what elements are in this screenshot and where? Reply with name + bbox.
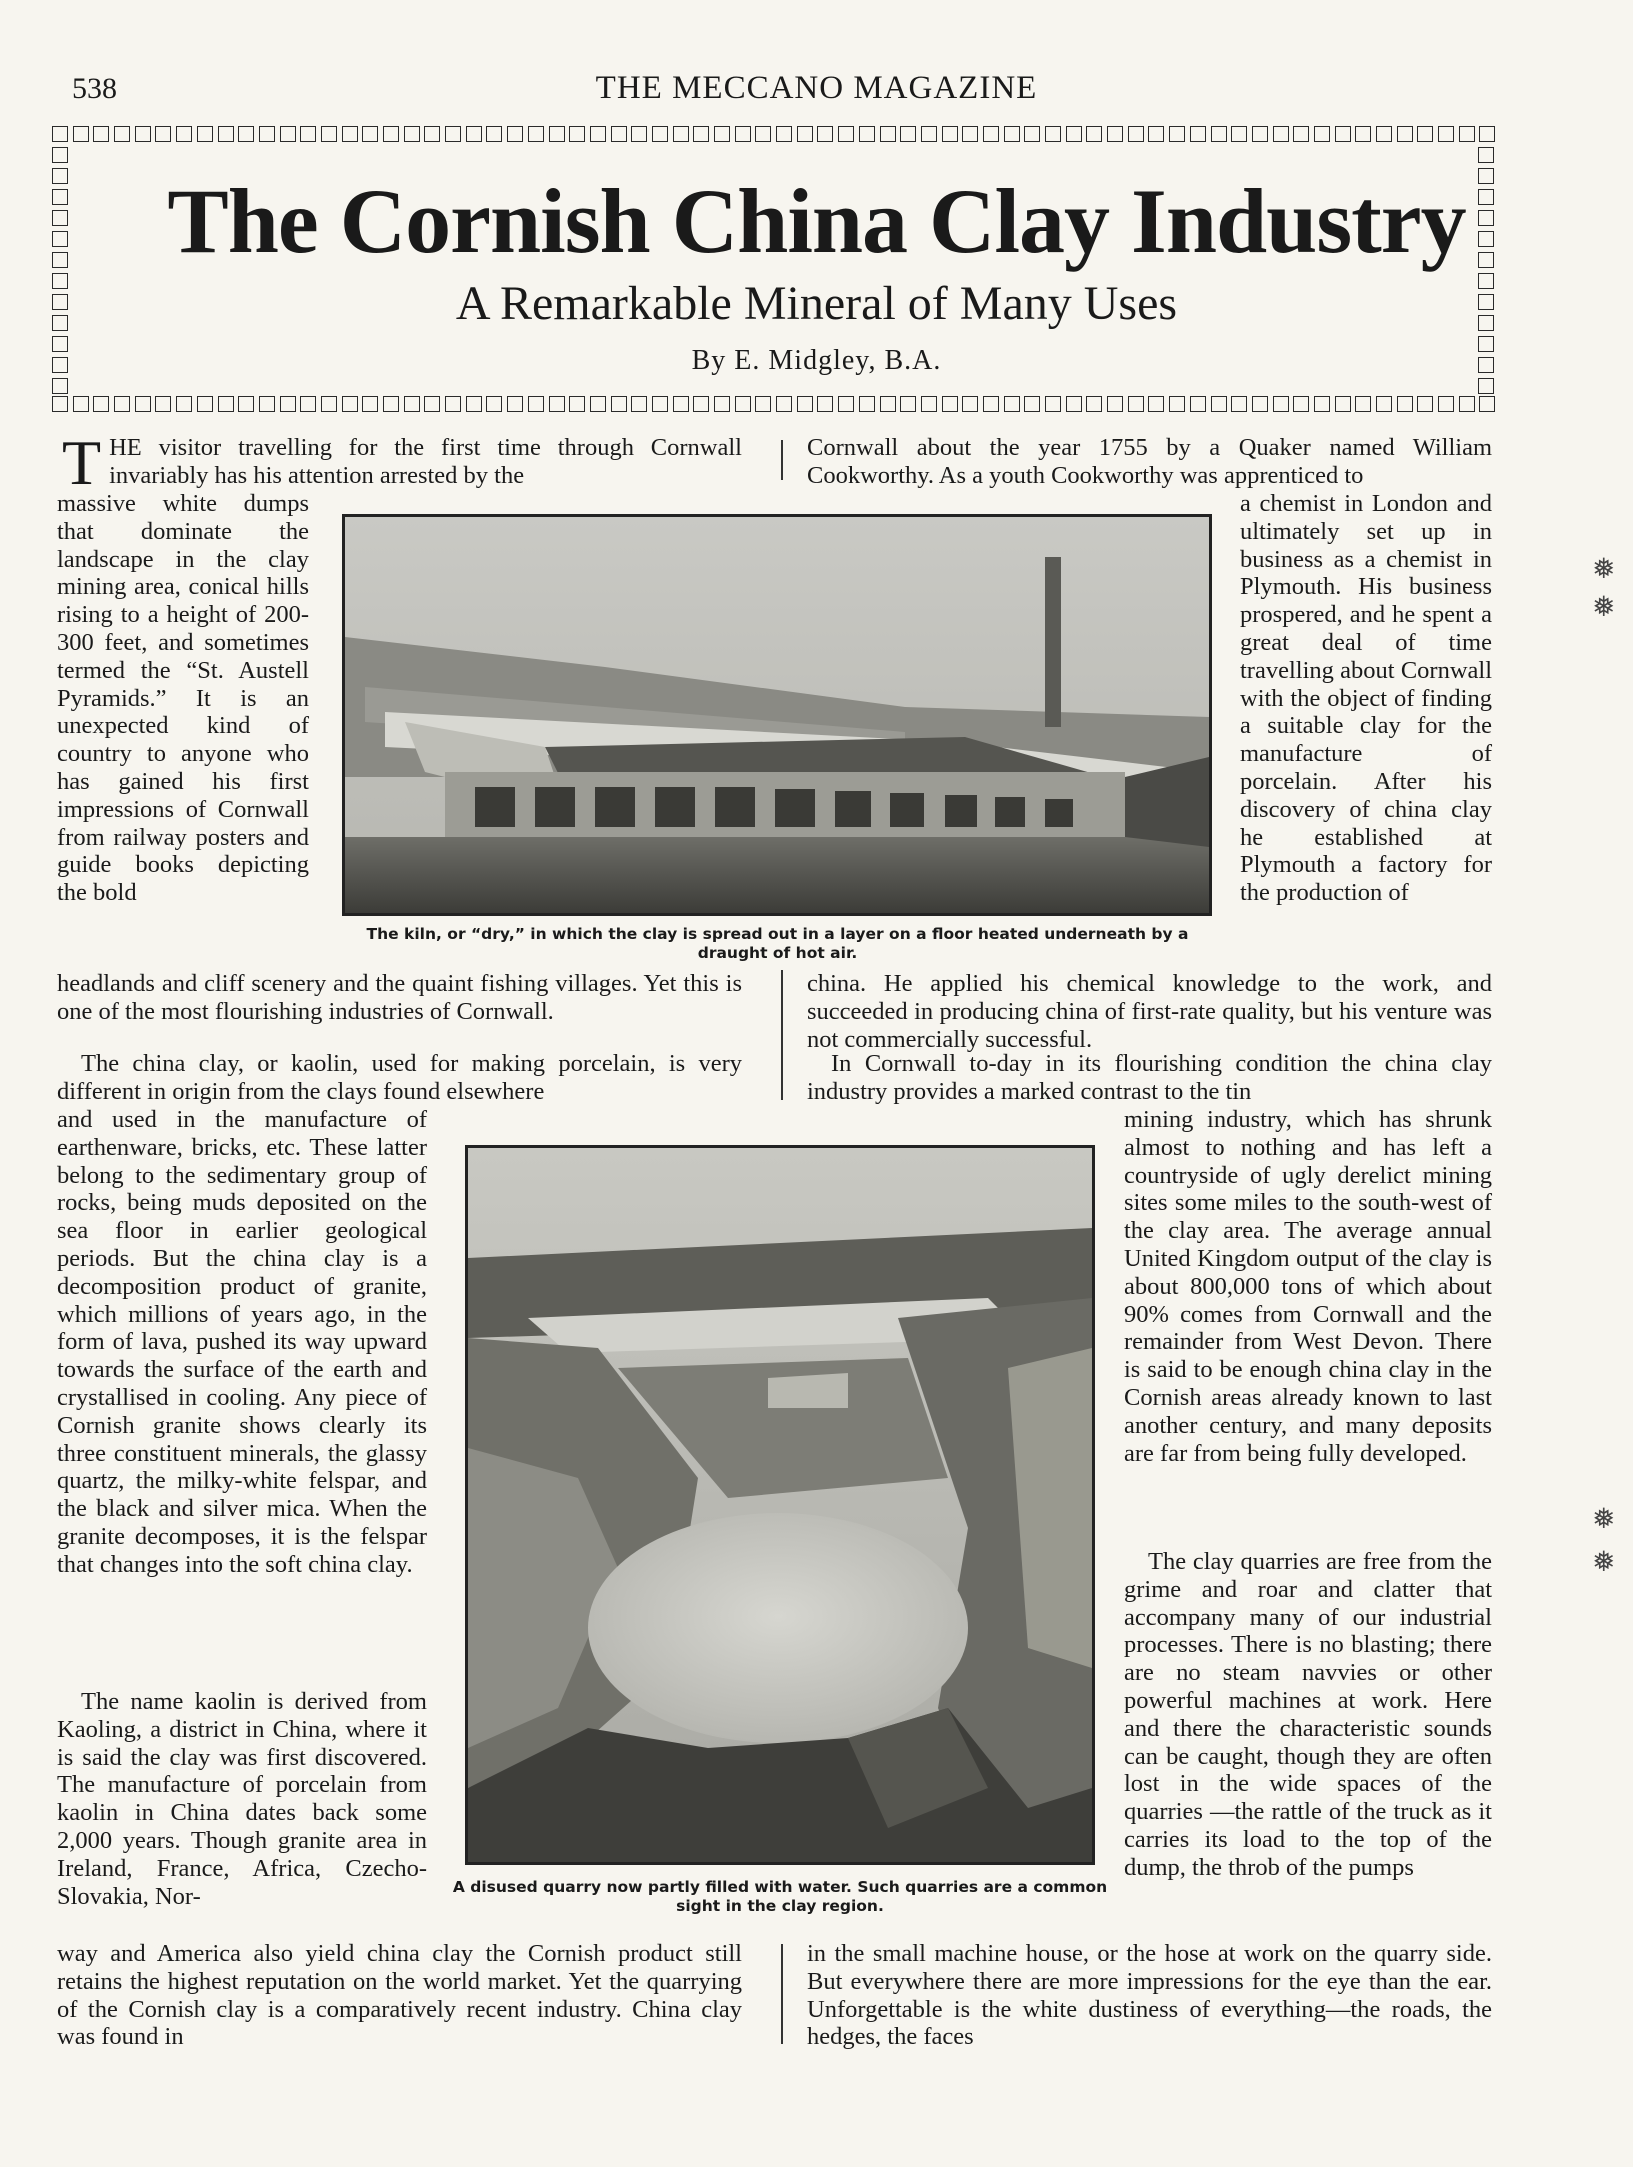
border-square xyxy=(1231,396,1247,412)
border-square xyxy=(1066,126,1082,142)
border-square xyxy=(342,396,358,412)
left-para2-top: The china clay, or kaolin, used for making porcelain, is very different in origin from the clays found elsewhere xyxy=(57,1050,742,1105)
border-square xyxy=(735,126,751,142)
border-square xyxy=(1479,396,1495,412)
border-square xyxy=(1004,126,1020,142)
border-square xyxy=(1086,126,1102,142)
border-square xyxy=(1190,396,1206,412)
right-beside-kiln: a chemist in London and ultimately set up in business as a chemist in Plymouth. His business prospered, and he spent a great deal of time travelling about Cornwall with the object of finding a suitable clay for the manufacture of porcelain. After his discovery of china clay he established at Plymouth a factory for the production of xyxy=(1240,490,1492,907)
border-square xyxy=(1417,396,1433,412)
border-square xyxy=(1045,396,1061,412)
border-square xyxy=(1438,396,1454,412)
border-square xyxy=(383,126,399,142)
border-square xyxy=(1169,396,1185,412)
border-square xyxy=(280,396,296,412)
left-para3-beside-quarry: The name kaolin is derived from Kaoling, a district in China, where it is said the clay was first discovered. The manufacture of porcelain from kaolin in China dates back some 2,000 years. Though granite area in Ireland, France, Africa, Czecho-Slovakia, Nor- xyxy=(57,1688,427,1910)
border-square xyxy=(466,126,482,142)
border-square xyxy=(445,126,461,142)
border-square xyxy=(673,396,689,412)
border-square xyxy=(755,396,771,412)
border-square xyxy=(1252,126,1268,142)
kiln-photo xyxy=(342,514,1212,916)
border-square xyxy=(1478,378,1494,394)
border-square xyxy=(1252,396,1268,412)
border-square xyxy=(73,396,89,412)
border-square xyxy=(300,396,316,412)
border-square xyxy=(962,126,978,142)
border-square xyxy=(1086,396,1102,412)
border-square xyxy=(1107,126,1123,142)
border-square xyxy=(1355,396,1371,412)
border-square xyxy=(52,147,68,163)
border-square xyxy=(1355,126,1371,142)
border-square xyxy=(507,126,523,142)
border-square xyxy=(1024,126,1040,142)
border-square xyxy=(424,396,440,412)
article-byline: By E. Midgley, B.A. xyxy=(691,345,942,376)
border-square xyxy=(838,396,854,412)
border-square xyxy=(218,396,234,412)
border-square xyxy=(631,126,647,142)
border-square xyxy=(93,396,109,412)
border-square xyxy=(1128,126,1144,142)
binding-mark-lower: ❅ xyxy=(1592,1504,1616,1535)
border-square xyxy=(652,396,668,412)
border-square xyxy=(590,396,606,412)
border-square xyxy=(114,126,130,142)
left-para3-bottom: way and America also yield china clay the Cornish product still retains the highest reputation on the world market. Yet the quarrying of the Cornish clay is a comparatively recent industry. China clay was found in xyxy=(57,1940,742,2051)
border-square xyxy=(1066,396,1082,412)
border-square xyxy=(549,126,565,142)
border-square xyxy=(962,396,978,412)
left-after-kiln: headlands and cliff scenery and the quaint fishing villages. Yet this is one of the most flourishing industries of Cornwall. xyxy=(57,970,742,1025)
border-square xyxy=(652,126,668,142)
border-square xyxy=(1397,396,1413,412)
border-square xyxy=(1459,396,1475,412)
border-square xyxy=(1024,396,1040,412)
border-square xyxy=(1273,396,1289,412)
border-square xyxy=(1438,126,1454,142)
left-para2-beside-quarry: and used in the manufacture of earthenware, bricks, etc. These latter belong to the sedimentary group of rocks, being muds deposited on the sea floor in earlier geological periods. But the china clay is a decomposition product of granite, which millions of years ago, in the form of lava, pushed its way upward towards the surface of the earth and crystallised in cooling. Any piece of Cornish granite shows clearly its three constituent minerals, the glassy quartz, the milky-white felspar, and the black and silver mica. When the granite decomposes, it is the felspar that changes into the soft china clay. xyxy=(57,1106,427,1578)
border-square xyxy=(1148,126,1164,142)
border-square xyxy=(383,396,399,412)
kiln-photo-image xyxy=(345,517,1209,913)
border-square xyxy=(321,396,337,412)
border-square xyxy=(238,396,254,412)
right-after-kiln: china. He applied his chemical knowledge to the work, and succeeded in producing china of first-rate quality, but his venture was not commercially successful. xyxy=(807,970,1492,1053)
border-square xyxy=(900,396,916,412)
border-square xyxy=(114,396,130,412)
border-square xyxy=(714,396,730,412)
border-square xyxy=(590,126,606,142)
binding-mark-lower-2: ❅ xyxy=(1592,1547,1616,1578)
column-rule-top xyxy=(781,440,783,480)
border-square xyxy=(1211,396,1227,412)
border-square xyxy=(797,126,813,142)
border-square xyxy=(93,126,109,142)
border-square xyxy=(1273,126,1289,142)
border-square xyxy=(880,126,896,142)
border-square xyxy=(776,126,792,142)
border-square xyxy=(838,126,854,142)
border-square xyxy=(197,396,213,412)
border-square xyxy=(569,126,585,142)
border-square xyxy=(755,126,771,142)
border-square xyxy=(486,396,502,412)
border-square xyxy=(631,396,647,412)
border-square xyxy=(404,126,420,142)
border-square xyxy=(1314,126,1330,142)
binding-mark-upper-2: ❅ xyxy=(1592,592,1616,623)
border-square xyxy=(900,126,916,142)
right-para3-beside-quarry: The clay quarries are free from the grime and roar and clatter that accompany many of our industrial processes. There is no blasting; there are no steam navvies or other powerful machines at work. Here and there the characteristic sounds can be caught, though they are often lost in the wide spaces of the quarries —the rattle of the truck as it carries its load to the top of the dump, the throb of the pumps xyxy=(1124,1548,1492,1881)
border-square xyxy=(817,396,833,412)
border-square xyxy=(362,396,378,412)
border-square xyxy=(1376,396,1392,412)
border-square xyxy=(135,126,151,142)
border-square xyxy=(942,126,958,142)
quarry-caption: A disused quarry now partly filled with water. Such quarries are a common sight in the clay region. xyxy=(452,1878,1108,1915)
border-square xyxy=(1293,396,1309,412)
border-square xyxy=(880,396,896,412)
border-square xyxy=(859,396,875,412)
border-square xyxy=(859,126,875,142)
border-square xyxy=(52,378,68,394)
border-square xyxy=(1335,396,1351,412)
border-square xyxy=(528,126,544,142)
border-square xyxy=(528,396,544,412)
border-square xyxy=(776,396,792,412)
right-intro: Cornwall about the year 1755 by a Quaker named William Cookworthy. As a youth Cookworthy was apprenticed to xyxy=(807,434,1492,489)
column-rule-bottom xyxy=(781,1944,783,2044)
border-square xyxy=(300,126,316,142)
title-border-bottom xyxy=(52,396,1496,414)
drop-cap: T xyxy=(62,427,102,498)
border-square xyxy=(1335,126,1351,142)
border-square xyxy=(693,396,709,412)
border-square xyxy=(197,126,213,142)
border-square xyxy=(1479,126,1495,142)
border-square xyxy=(1231,126,1247,142)
border-square xyxy=(921,126,937,142)
kiln-caption: The kiln, or “dry,” in which the clay is spread out in a layer on a floor heated underneath by a draught of hot air. xyxy=(366,925,1189,962)
border-square xyxy=(714,126,730,142)
border-square xyxy=(176,396,192,412)
border-square xyxy=(569,396,585,412)
border-square xyxy=(1293,126,1309,142)
border-square xyxy=(549,396,565,412)
border-square xyxy=(1459,126,1475,142)
border-square xyxy=(342,126,358,142)
border-square xyxy=(1417,126,1433,142)
border-square xyxy=(445,396,461,412)
border-square xyxy=(921,396,937,412)
quarry-photo-image xyxy=(468,1148,1092,1862)
border-square xyxy=(1376,126,1392,142)
border-square xyxy=(52,396,68,412)
binding-mark-upper: ❅ xyxy=(1592,554,1616,585)
border-square xyxy=(321,126,337,142)
border-square xyxy=(1211,126,1227,142)
border-square xyxy=(1397,126,1413,142)
column-rule-middle xyxy=(781,970,783,1100)
border-square xyxy=(135,396,151,412)
border-square xyxy=(1045,126,1061,142)
border-square xyxy=(1190,126,1206,142)
border-square xyxy=(362,126,378,142)
border-square xyxy=(52,126,68,142)
border-square xyxy=(155,396,171,412)
border-square xyxy=(983,126,999,142)
border-square xyxy=(259,126,275,142)
border-square xyxy=(424,126,440,142)
border-square xyxy=(73,126,89,142)
border-square xyxy=(1169,126,1185,142)
quarry-photo xyxy=(465,1145,1095,1865)
border-square xyxy=(1004,396,1020,412)
border-square xyxy=(155,126,171,142)
border-square xyxy=(983,396,999,412)
title-border-top xyxy=(52,126,1496,144)
border-square xyxy=(817,126,833,142)
border-square xyxy=(280,126,296,142)
article-title: The Cornish China Clay Industry xyxy=(167,170,1466,272)
right-para2-beside-quarry: mining industry, which has shrunk almost to nothing and has left a countryside of ugly derelict mining sites some miles to the south-west of the clay area. The average annual United Kingdom output of the clay is about 800,000 tons of which about 90% comes from Cornwall and the remainder from West Devon. There is said to be enough china clay in the Cornish areas already known to last another century, and many deposits are far from being fully developed. xyxy=(1124,1106,1492,1467)
border-square xyxy=(259,396,275,412)
border-square xyxy=(1128,396,1144,412)
left-intro xyxy=(62,427,742,498)
border-square xyxy=(673,126,689,142)
right-para3-bottom: in the small machine house, or the hose at work on the quarry side. But everywhere there are more impressions for the eye than the ear. Unforgettable is the white dustiness of everything—the roads, the hedges, the faces xyxy=(807,1940,1492,2051)
border-square xyxy=(735,396,751,412)
left-intro-lines: HE visitor travelling for the first time through Cornwall invariably has his attention arrested by the xyxy=(109,434,742,489)
border-square xyxy=(466,396,482,412)
border-square xyxy=(176,126,192,142)
right-para2-top: In Cornwall to-day in its flourishing condition the china clay industry provides a marked contrast to the tin xyxy=(807,1050,1492,1105)
border-square xyxy=(942,396,958,412)
article-subtitle: A Remarkable Mineral of Many Uses xyxy=(455,277,1178,330)
border-square xyxy=(611,126,627,142)
border-square xyxy=(486,126,502,142)
border-square xyxy=(1148,396,1164,412)
border-square xyxy=(1478,147,1494,163)
left-beside-kiln: massive white dumps that dominate the landscape in the clay mining area, conical hills rising to a height of 200-300 feet, and sometimes termed the “St. Austell Pyramids.” It is an unexpected kind of country to anyone who has gained his first impressions of Cornwall from railway posters and guide books depicting the bold xyxy=(57,490,309,907)
border-square xyxy=(1314,396,1330,412)
border-square xyxy=(238,126,254,142)
border-square xyxy=(611,396,627,412)
running-title: THE MECCANO MAGAZINE xyxy=(595,70,1038,106)
border-square xyxy=(404,396,420,412)
page-number: 538 xyxy=(72,72,117,105)
border-square xyxy=(693,126,709,142)
border-square xyxy=(218,126,234,142)
border-square xyxy=(1107,396,1123,412)
border-square xyxy=(507,396,523,412)
border-square xyxy=(797,396,813,412)
